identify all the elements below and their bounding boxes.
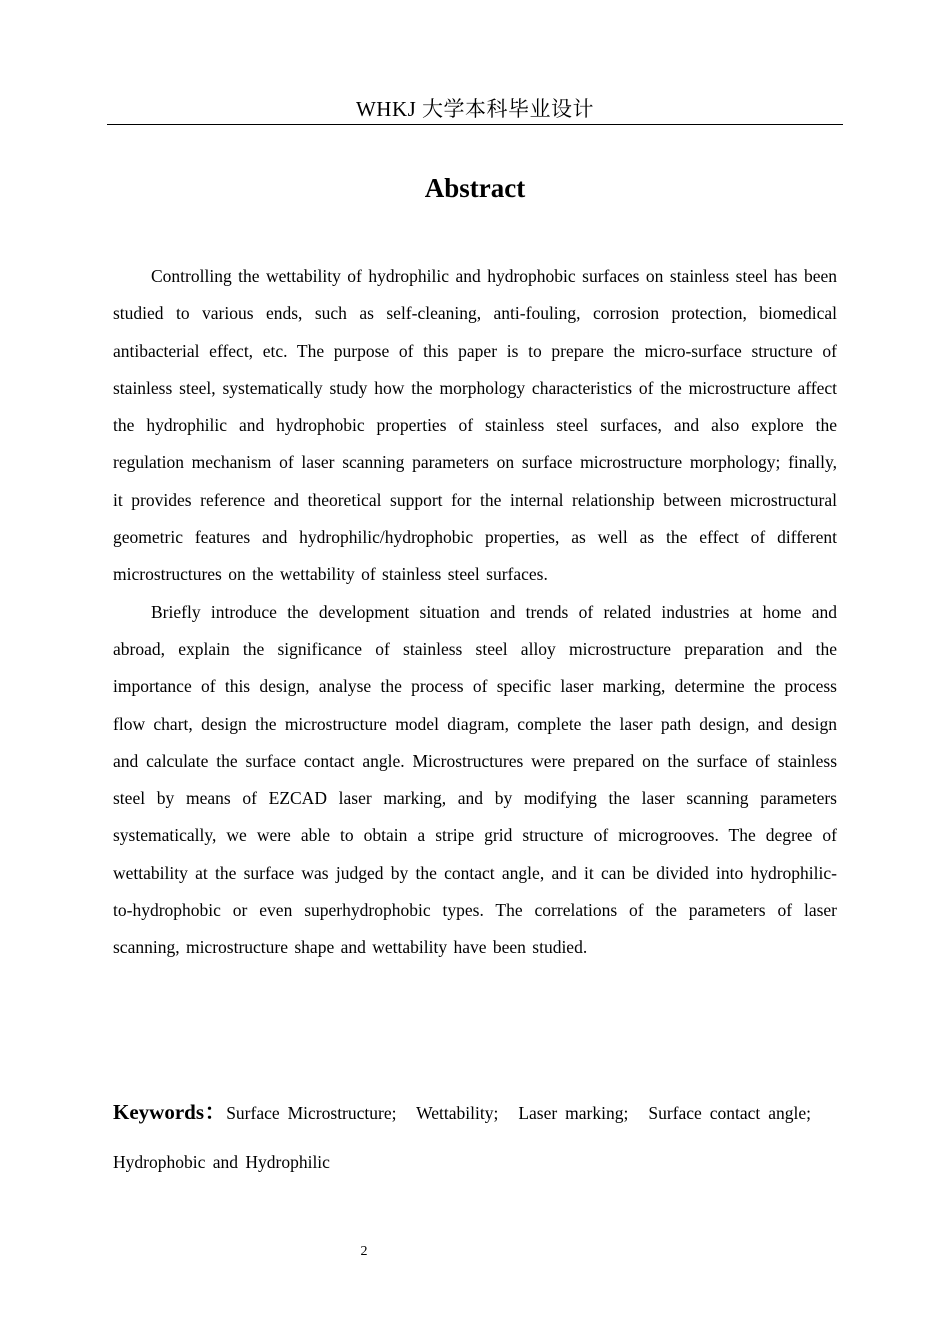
abstract-paragraph-2: Briefly introduce the development situation and trends of related industries at home and abroad, explain the significance of stainless steel alloy microstructure preparation and the importance of this design, analyse the process of specific laser marking, determine the process flow chart, design the microstructure model diagram, complete the laser path design, and design and calculate the surface contact angle. Microstructures were prepared on the surface of stainless steel by means of EZCAD laser marking, and by modifying the laser scanning parameters systematically, we were able to obtain a stripe grid structure of microgrooves. The degree of wettability at the surface was judged by the contact angle, and it can be divided into hydrophilic-to-hydrophobic or even superhydrophobic types. The correlations of the parameters of laser scanning, microstructure shape and wettability have been studied. xyxy=(113,601,837,958)
keyword-item: Wettability; xyxy=(416,1103,499,1123)
abstract-body xyxy=(113,258,837,967)
page-header xyxy=(107,94,843,125)
keyword-item: Laser marking; xyxy=(518,1103,629,1123)
keyword-item: Surface Microstructure; xyxy=(226,1103,397,1123)
header-text: WHKJ 大学本科毕业设计 xyxy=(355,97,595,121)
page-number: 2 xyxy=(360,1244,368,1259)
abstract-paragraph-1: Controlling the wettability of hydrophilic and hydrophobic surfaces on stainless steel has been studied to various ends, such as self-cleaning, anti-fouling, corrosion protection, biomedical antibacterial effect, etc. The purpose of this paper is to prepare the micro-surface structure of stainless steel, systematically study how the morphology characteristics of the microstructure affect the hydrophilic and hydrophobic properties of stainless steel surfaces, and also explore the regulation mechanism of laser scanning parameters on surface microstructure morphology; finally, it provides reference and theoretical support for the internal relationship between microstructural geometric features and hydrophilic/hydrophobic properties, as well as the effect of different microstructures on the wettability of stainless steel surfaces. xyxy=(113,266,837,585)
keyword-item: Hydrophobic and Hydrophilic xyxy=(113,1152,330,1172)
keywords-label: Keywords： xyxy=(113,1100,227,1124)
abstract-title: Abstract xyxy=(424,173,526,203)
keyword-item: Surface contact angle; xyxy=(648,1103,812,1123)
keywords xyxy=(113,1088,823,1187)
